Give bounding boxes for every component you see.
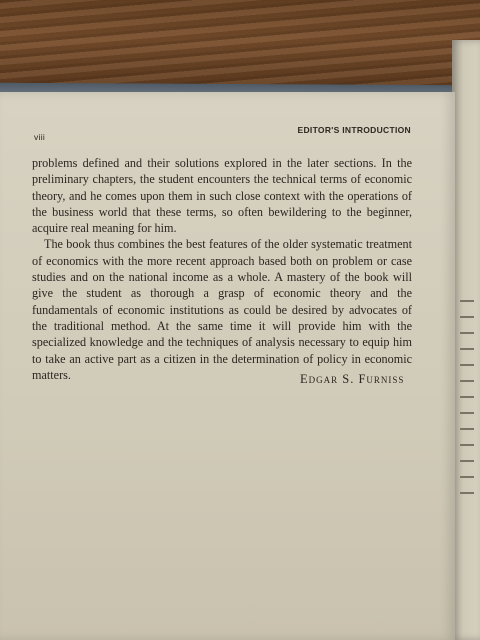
page-body-text [32,155,412,383]
paragraph: problems defined and their solutions explored in the later sections. In the preliminary chapters, the student encounters the technical terms of economic theory, and he comes upon them in such close context with the operations of the business world that these terms, so often bewildering to the beginner, acquire real meaning for him. [32,156,412,236]
book-page [0,92,455,640]
author-signature: Edgar S. Furniss [300,372,405,386]
running-head: EDITOR'S INTRODUCTION [297,125,411,135]
facing-page-edge [452,40,480,640]
page-number: viii [34,132,46,142]
paragraph: The book thus combines the best features of the older systematic treatment of economics with the more recent approach based both on problem or case studies and on the national income as a whole. A mastery of the book will give the student as thorough a grasp of economic theory and the fundamentals of economic institutions as could be desired by advocates of the traditional method. At the same time it will provide him with the specialized knowledge and the techniques of analysis necessary to equip him to take an active part as a citizen in the determination of policy in economic matters. [32,237,412,382]
